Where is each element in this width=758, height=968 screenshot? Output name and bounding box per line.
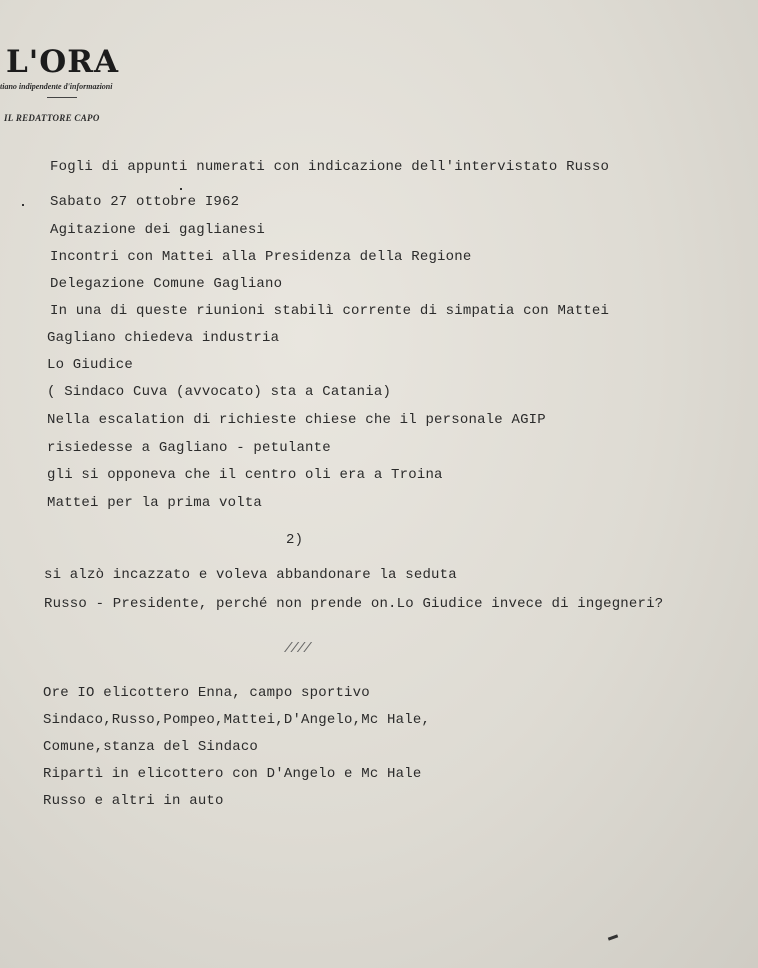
note-line: Gagliano chiedeva industria	[47, 330, 280, 346]
letterhead-rule	[47, 97, 77, 98]
note-line: Russo - Presidente, perché non prende on.Lo Giudice invece di ingegneri?	[44, 596, 664, 612]
note-line: si alzò incazzato e voleva abbandonare la seduta	[44, 567, 457, 583]
page-marker: 2)	[286, 532, 304, 548]
ink-speck	[22, 204, 24, 206]
note-line: Lo Giudice	[47, 357, 134, 373]
newspaper-tagline: tiano indipendente d'informazioni	[0, 82, 113, 91]
note-line: Sindaco,Russo,Pompeo,Mattei,D'Angelo,Mc Hale,	[43, 712, 431, 728]
ink-speck	[180, 188, 182, 190]
ink-speck	[608, 934, 618, 940]
note-line: Sabato 27 ottobre I962	[50, 194, 240, 210]
notes-heading: Fogli di appunti numerati con indicazione dell'intervistato Russo	[50, 159, 610, 175]
note-line: risiedesse a Gagliano - petulante	[47, 440, 331, 456]
editor-label: IL REDATTORE CAPO	[4, 113, 100, 123]
note-line: Russo e altri in auto	[43, 793, 224, 809]
note-line: Incontri con Mattei alla Presidenza della Regione	[50, 249, 472, 265]
note-line: Delegazione Comune Gagliano	[50, 276, 283, 292]
note-line: In una di queste riunioni stabilì corrente di simpatia con Mattei	[50, 303, 610, 319]
newspaper-masthead: L'ORA	[6, 44, 120, 80]
note-line: Ripartì in elicottero con D'Angelo e Mc Hale	[43, 766, 422, 782]
note-line: Mattei per la prima volta	[47, 495, 263, 511]
note-line: ( Sindaco Cuva (avvocato) sta a Catania)	[47, 384, 392, 400]
note-line: Comune,stanza del Sindaco	[43, 739, 259, 755]
note-line: Nella escalation di richieste chiese che il personale AGIP	[47, 412, 546, 428]
note-line: gli si opponeva che il centro oli era a Troina	[47, 467, 443, 483]
note-line: Agitazione dei gaglianesi	[50, 222, 266, 238]
note-line: Ore IO elicottero Enna, campo sportivo	[43, 685, 370, 701]
section-separator: ////	[284, 641, 310, 657]
